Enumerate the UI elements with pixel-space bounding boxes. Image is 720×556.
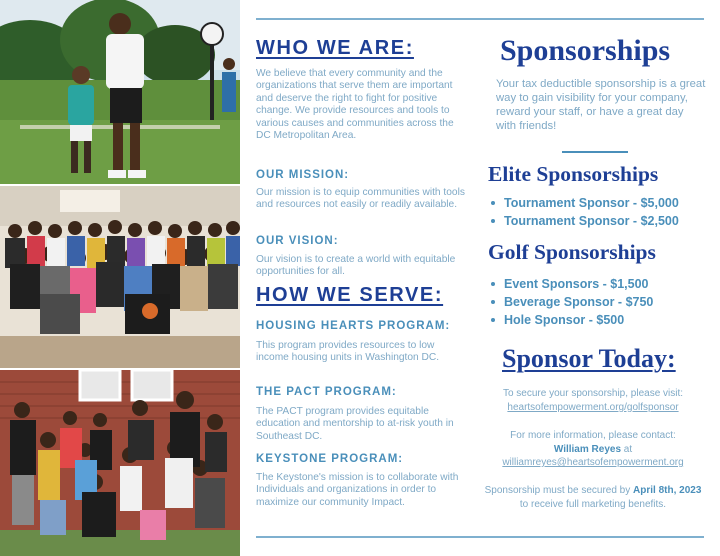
info-text: For more information, please contact: <box>510 430 676 441</box>
mission-heading: OUR MISSION: <box>256 169 350 181</box>
secure-info <box>480 387 706 414</box>
golf-tier-item: Event Sponsors - $1,500 <box>490 275 653 293</box>
deadline-date: April 8th, 2023 <box>633 485 702 496</box>
golf-tier-item: Hole Sponsor - $500 <box>490 311 653 329</box>
contact-at: at <box>623 443 633 455</box>
vision-heading: OUR VISION: <box>256 235 339 247</box>
contact-email-link[interactable]: williamreyes@heartsofempowerment.org <box>502 457 684 468</box>
golf-lesson-photo <box>0 0 240 184</box>
elite-sponsorships-title: Elite Sponsorships <box>488 162 659 186</box>
group-photo-indoor <box>0 186 240 368</box>
mission-text: Our mission is to equip communities with tools and resources not easily or readily available. <box>256 187 465 211</box>
sponsor-link[interactable]: heartsofempowerment.org/golfsponsor <box>507 401 679 413</box>
sponsorships-intro: Your tax deductible sponsorship is a great way to gain visibility for your company, reward your staff, or have a great day with friends! <box>496 78 706 132</box>
sponsorships-title: Sponsorships <box>500 34 671 67</box>
bottom-rule <box>256 536 704 538</box>
secure-text: To secure your sponsorship, please visit: <box>502 388 684 399</box>
pact-heading: THE PACT PROGRAM: <box>256 386 397 398</box>
top-rule <box>256 18 704 20</box>
deadline-pre: Sponsorship must be secured by <box>484 485 631 496</box>
who-we-are-text: We believe that every community and the organizations that serve them are important and deserve the right to fight for positive change. We provide resources and tools to various causes and communities across the DC Metropolitan Area. <box>256 68 454 142</box>
housing-hearts-text: This program provides resources to low income housing units in Washington DC. <box>256 340 440 364</box>
golf-tier-item: Beverage Sponsor - $750 <box>490 293 653 311</box>
contact-info <box>480 429 706 470</box>
vision-text: Our vision is to create a world with equitable opportunities for all. <box>256 254 456 278</box>
deadline-info <box>480 484 706 511</box>
how-we-serve-heading: HOW WE SERVE: <box>256 284 444 306</box>
sponsor-today-heading: Sponsor Today: <box>502 344 676 373</box>
section-divider <box>562 151 628 153</box>
who-we-are-heading: WHO WE ARE: <box>256 37 414 59</box>
deadline-post: to receive full marketing benefits. <box>519 498 667 510</box>
group-photo-outdoor <box>0 370 240 556</box>
elite-tier-item: Tournament Sponsor - $2,500 <box>490 212 679 230</box>
golf-tier-list <box>490 275 653 329</box>
pact-text: The PACT program provides equitable education and mentorship to at-risk youth in Southeast DC. <box>256 406 454 442</box>
contact-name: William Reyes <box>553 443 622 455</box>
golf-sponsorships-title: Golf Sponsorships <box>488 240 656 264</box>
keystone-heading: KEYSTONE PROGRAM: <box>256 453 404 465</box>
elite-tier-list <box>490 194 679 230</box>
elite-tier-item: Tournament Sponsor - $5,000 <box>490 194 679 212</box>
keystone-text: The Keystone's mission is to collaborate with Individuals and organizations in order to maximize our community Impact. <box>256 472 459 508</box>
housing-hearts-heading: HOUSING HEARTS PROGRAM: <box>256 320 451 332</box>
photo-column <box>0 0 240 556</box>
